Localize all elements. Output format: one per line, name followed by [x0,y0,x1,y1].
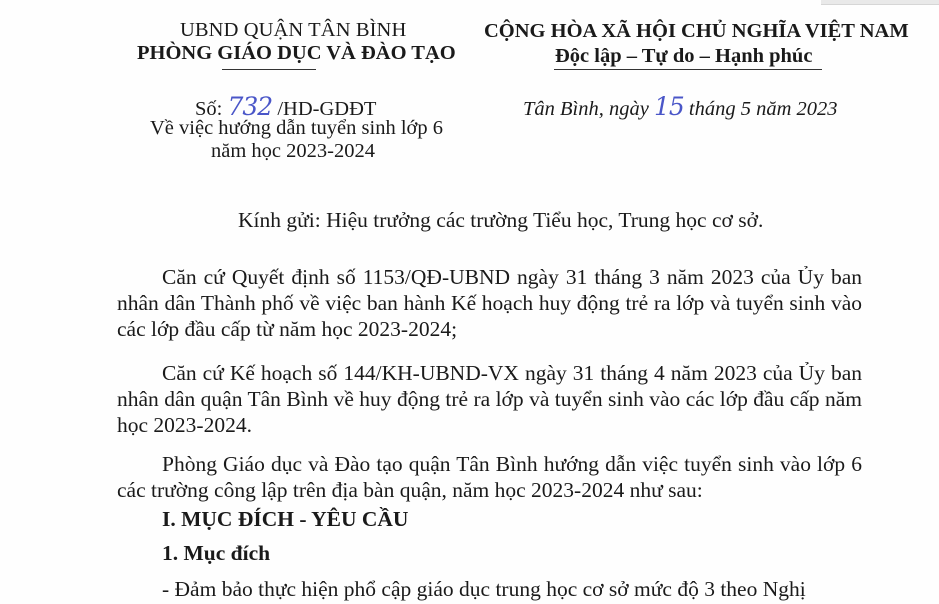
corner-stamp-mark [821,0,939,5]
nation-title: CỘNG HÒA XÃ HỘI CHỦ NGHĨA VIỆT NAM [484,20,909,42]
date-suffix: tháng 5 năm 2023 [688,98,838,120]
section-heading: I. MỤC ĐÍCH - YÊU CẦU [162,507,409,531]
recipients-line: Kính gửi: Hiệu trưởng các trường Tiểu học, Trung học cơ sở. [238,208,764,232]
bullet-item: - Đảm bảo thực hiện phổ cập giáo dục trung học cơ sở mức độ 3 theo Nghị [162,577,806,601]
document-number-suffix: /HD-GDĐT [277,98,377,120]
agency-underline [222,69,316,70]
date-prefix: Tân Bình, ngày [523,98,649,120]
document-subject-line1: Về việc hướng dẫn tuyển sinh lớp 6 [150,117,443,139]
national-motto: Độc lập – Tự do – Hạnh phúc [555,45,813,67]
paragraph-introduction: Phòng Giáo dục và Đào tạo quận Tân Bình hướng dẫn việc tuyển sinh vào lớp 6 các trường công lập trên địa bàn quận, năm học 2023-2024 như sau: [117,452,862,502]
document-date [523,92,838,121]
paragraph-legal-basis-1: Căn cứ Quyết định số 1153/QĐ-UBND ngày 31 tháng 3 năm 2023 của Ủy ban nhân dân Thành phố về việc ban hành Kế hoạch huy động trẻ ra lớp và tuyển sinh vào các lớp đầu cấp từ năm học 2023-2024; [117,265,862,341]
document-number-handwritten: 732 [227,92,273,121]
agency-parent: UBND QUẬN TÂN BÌNH [180,19,407,41]
document-subject-line2: năm học 2023-2024 [211,140,375,162]
date-day-handwritten: 15 [653,92,684,121]
agency-name: PHÒNG GIÁO DỤC VÀ ĐÀO TẠO [137,42,456,64]
section-subheading: 1. Mục đích [162,541,271,565]
paragraph-legal-basis-2: Căn cứ Kế hoạch số 144/KH-UBND-VX ngày 31 tháng 4 năm 2023 của Ủy ban nhân dân quận Tân Bình về huy động trẻ ra lớp và tuyển sinh vào các lớp đầu cấp năm học 2023-2024. [117,361,862,437]
motto-underline [554,69,822,70]
document-number-prefix: Số: [195,98,223,120]
